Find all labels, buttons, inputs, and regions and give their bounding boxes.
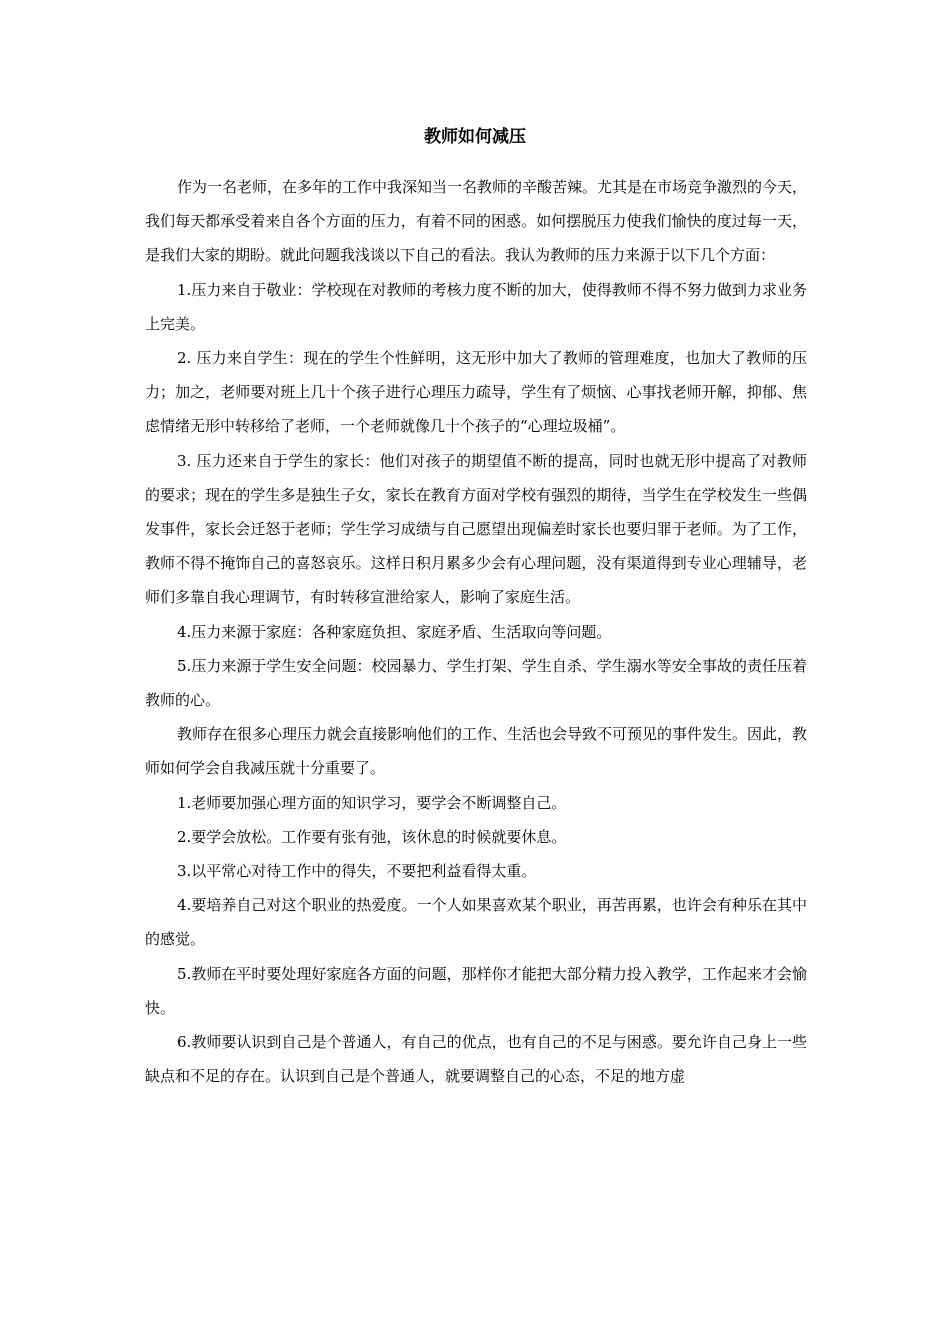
relief-method-5: 5.教师在平时要处理好家庭各方面的问题，那样你才能把大部分精力投入教学，工作起来才会愉快。	[145, 964, 807, 1017]
pressure-source-2: 2. 压力来自学生：现在的学生个性鲜明，这无形中加大了教师的管理难度，也加大了教师的压力；加之，老师要对班上几十个孩子进行心理压力疏导，学生有了烦恼、心事找老师开解，抑郁、焦虑情绪无形中转移给了老师，一个老师就像几十个孩子的“心理垃圾桶”。	[145, 349, 807, 436]
relief-method-4: 4.要培养自己对这个职业的热爱度。一个人如果喜欢某个职业，再苦再累，也许会有种乐在其中的感觉。	[145, 896, 807, 949]
relief-method-2: 2.要学会放松。工作要有张有弛，该休息的时候就要休息。	[177, 827, 567, 846]
relief-method-6: 6.教师要认识到自己是个普通人，有自己的优点，也有自己的不足与困惑。要允许自己身上一些缺点和不足的存在。认识到自己是个普通人，就要调整自己的心态，不足的地方虚	[145, 1033, 807, 1086]
transition-paragraph: 教师存在很多心理压力就会直接影响他们的工作、生活也会导致不可预见的事件发生。因此，教师如何学会自我减压就十分重要了。	[145, 725, 808, 778]
document-body	[145, 170, 807, 1093]
intro-paragraph: 作为一名老师，在多年的工作中我深知当一名教师的辛酸苦辣。尤其是在市场竞争激烈的今天，我们每天都承受着来自各个方面的压力，有着不同的困惑。如何摆脱压力使我们愉快的度过每一天，是我们大家的期盼。就此问题我浅谈以下自己的看法。我认为教师的压力来源于以下几个方面：	[145, 178, 808, 265]
relief-method-1: 1.老师要加强心理方面的知识学习，要学会不断调整自己。	[177, 793, 567, 812]
pressure-source-5: 5.压力来源于学生安全问题：校园暴力、学生打架、学生自杀、学生溺水等安全事故的责任压着教师的心。	[145, 656, 807, 710]
pressure-source-1: 1.压力来自于敬业：学校现在对教师的考核力度不断的加大，使得教师不得不努力做到力求业务上完美。	[145, 280, 807, 333]
document-title: 教师如何减压	[424, 127, 526, 147]
pressure-source-3: 3. 压力还来自于学生的家长：他们对孩子的期望值不断的提高，同时也就无形中提高了对教师的要求；现在的学生多是独生子女，家长在教育方面对学校有强烈的期待，当学生在学校发生一些偶发事件，家长会迁怒于老师；学生学习成绩与自己愿望出现偏差时家长也要归罪于老师。为了工作，教师不得不掩饰自己的喜怒哀乐。这样日积月累多少会有心理问题，没有渠道得到专业心理辅导，老师们多靠自我心理调节，有时转移宣泄给家人，影响了家庭生活。	[145, 451, 807, 607]
pressure-source-4: 4.压力来源于家庭：各种家庭负担、家庭矛盾、生活取向等问题。	[177, 622, 612, 641]
relief-method-3: 3.以平常心对待工作中的得失，不要把利益看得太重。	[177, 862, 537, 881]
